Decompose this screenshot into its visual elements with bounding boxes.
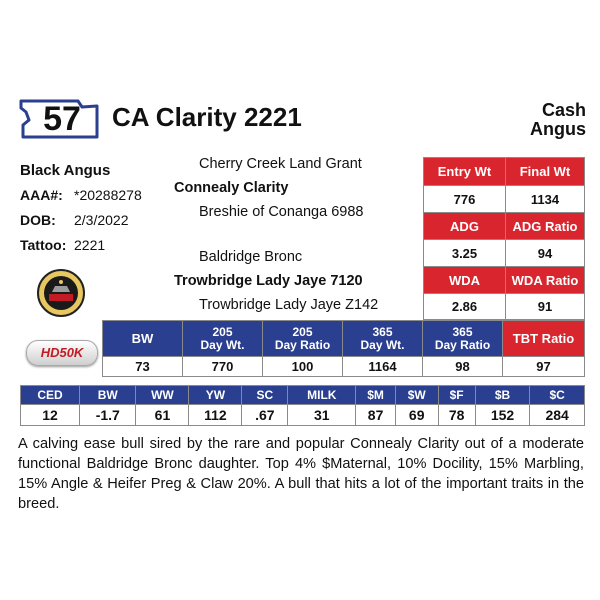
adg-ratio-header: ADG Ratio [506, 213, 585, 240]
pedigree-sire-sire: Cherry Creek Land Grant [199, 156, 362, 172]
epd-header-bw: BW [80, 386, 136, 405]
pedigree-dam-sire: Baldridge Bronc [199, 249, 303, 265]
entry-wt-value: 776 [424, 186, 506, 213]
dob-value: 2/3/2022 [74, 212, 129, 228]
epd-value-bw: -1.7 [80, 405, 136, 426]
epd-header-w: $W [395, 386, 438, 405]
pedigree-sire-dam: Breshie of Conanga 6988 [199, 204, 364, 220]
epd-header-milk: MILK [288, 386, 356, 405]
365-day-wt-value: 1164 [343, 357, 423, 377]
epd-value-ww: 61 [136, 405, 189, 426]
tattoo-value: 2221 [74, 237, 106, 253]
epd-value-sc: .67 [242, 405, 288, 426]
epd-value-yw: 112 [189, 405, 242, 426]
performance-table [423, 157, 585, 320]
final-wt-header: Final Wt [506, 158, 585, 186]
pedigree-sire: Connealy Clarity [174, 180, 289, 196]
seller-name-line1: Cash [541, 100, 586, 120]
wda-value: 2.86 [424, 294, 506, 320]
epd-value-c: 284 [530, 405, 585, 426]
365-day-ratio-header: 365 Day Ratio [423, 321, 503, 357]
epd-value-milk: 31 [288, 405, 356, 426]
epd-header-yw: YW [189, 386, 242, 405]
wda-ratio-value: 91 [506, 294, 585, 320]
seller-name [530, 101, 586, 139]
aaa-value: *20288278 [74, 187, 142, 203]
365-day-ratio-value: 98 [423, 357, 503, 377]
aaa-label: AAA#: [20, 187, 63, 203]
adg-value: 3.25 [424, 240, 506, 267]
epd-value-w: 69 [395, 405, 438, 426]
epd-header-ww: WW [136, 386, 189, 405]
epd-table [20, 385, 585, 426]
weights-table [102, 320, 585, 377]
tattoo-row [20, 237, 105, 253]
pedigree-dam: Trowbridge Lady Jaye 7120 [174, 273, 363, 289]
epd-header-f: $F [438, 386, 475, 405]
pedigree-dam-dam: Trowbridge Lady Jaye Z142 [199, 297, 379, 313]
epd-header-m: $M [356, 386, 396, 405]
bw-value: 73 [103, 357, 183, 377]
205-day-ratio-value: 100 [263, 357, 343, 377]
certified-seal-logo-icon [36, 268, 86, 318]
365-day-wt-header: 365 Day Wt. [343, 321, 423, 357]
tbt-ratio-value: 97 [503, 357, 585, 377]
205-day-wt-value: 770 [183, 357, 263, 377]
adg-header: ADG [424, 213, 506, 240]
epd-header-c: $C [530, 386, 585, 405]
epd-header-ced: CED [21, 386, 80, 405]
adg-ratio-value: 94 [506, 240, 585, 267]
animal-name: CA Clarity 2221 [112, 102, 302, 132]
epd-value-f: 78 [438, 405, 475, 426]
hd50k-badge: HD50K [26, 340, 98, 366]
final-wt-value: 1134 [506, 186, 585, 213]
epd-header-b: $B [475, 386, 530, 405]
tbt-ratio-header: TBT Ratio [503, 321, 585, 357]
dob-label: DOB: [20, 212, 56, 228]
entry-wt-header: Entry Wt [424, 158, 506, 186]
epd-value-ced: 12 [21, 405, 80, 426]
tattoo-label: Tattoo: [20, 237, 67, 253]
bw-header: BW [103, 321, 183, 357]
205-day-ratio-header: 205 Day Ratio [263, 321, 343, 357]
lot-description: A calving ease bull sired by the rare and popular Connealy Clarity out of a moderate functional Baldridge Bronc daughter. Top 4% $Maternal, 10% Docility, 15% Marbling, 15% Angle & Heifer Preg & Claw 20%. A bull that hits a lot of the important traits in the breed. [18, 436, 584, 512]
aaa-row [20, 187, 142, 203]
epd-value-b: 152 [475, 405, 530, 426]
breed-label: Black Angus [20, 162, 111, 179]
epd-value-m: 87 [356, 405, 396, 426]
lot-number: 57 [43, 100, 81, 138]
dob-row [20, 212, 129, 228]
seller-name-line2: Angus [530, 119, 586, 139]
wda-header: WDA [424, 267, 506, 294]
wda-ratio-header: WDA Ratio [506, 267, 585, 294]
205-day-wt-header: 205 Day Wt. [183, 321, 263, 357]
epd-header-sc: SC [242, 386, 288, 405]
